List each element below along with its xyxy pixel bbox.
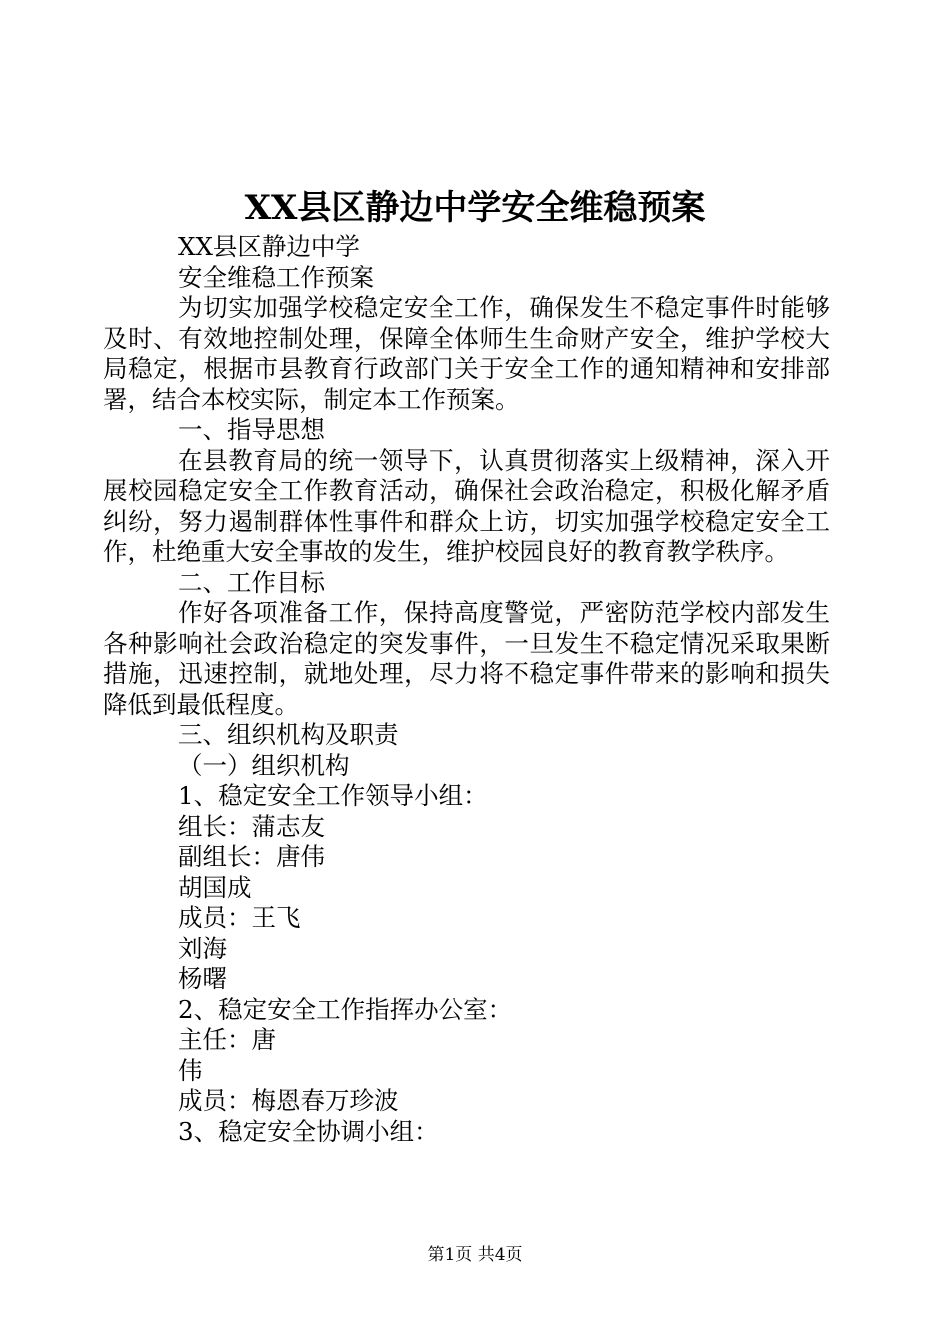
list-item: 杨曙: [178, 964, 227, 993]
work-goals-paragraph: 作好各项准备工作，保持高度警觉，严密防范学校内部发生各种影响社会政治稳定的突发事件，一旦发生不稳定情况采取果断措施，迅速控制，就地处理，尽力将不稳定事件带来的影响和损失降低到最低程度。: [103, 598, 830, 719]
list-item: 组长：蒲志友: [178, 811, 325, 841]
list-item: 成员：王飞: [178, 903, 301, 932]
list-item: 副组长：唐伟: [178, 842, 325, 871]
section-heading-work-goals: 二、工作目标: [178, 567, 325, 597]
document-body: [103, 232, 830, 1147]
subsection-heading-organization: （一）组织机构: [178, 750, 350, 780]
section-heading-organization: 三、组织机构及职责: [178, 720, 399, 749]
intro-paragraph: 为切实加强学校稳定安全工作，确保发生不稳定事件时能够及时、有效地控制处理，保障全体师生生命财产安全，维护学校大局稳定，根据市县教育行政部门关于安全工作的通知精神和安排部署，结合本校实际，制定本工作预案。: [103, 293, 830, 414]
list-item: 胡国成: [178, 872, 252, 902]
document-title: XX县区静边中学安全维稳预案: [244, 188, 706, 228]
list-item: 主任：唐: [178, 1025, 276, 1054]
list-item: 刘海: [178, 933, 227, 963]
page-footer: 第1页 共4页: [427, 1245, 523, 1265]
list-item: 2、稳定安全工作指挥办公室：: [178, 994, 513, 1024]
section-heading-guiding-ideology: 一、指导思想: [178, 415, 325, 444]
list-item: 3、稳定安全协调小组：: [178, 1116, 439, 1146]
list-item: 1、稳定安全工作领导小组：: [178, 781, 488, 810]
list-item: 伟: [178, 1055, 203, 1085]
school-name-line: XX县区静边中学: [178, 232, 360, 261]
list-item: 成员：梅恩春万珍波: [178, 1086, 399, 1115]
plan-subtitle-line: 安全维稳工作预案: [178, 262, 374, 292]
guiding-ideology-paragraph: 在县教育局的统一领导下，认真贯彻落实上级精神，深入开展校园稳定安全工作教育活动，确保社会政治稳定，积极化解矛盾纠纷，努力遏制群体性事件和群众上访，切实加强学校稳定安全工作，杜绝重大安全事故的发生，维护校园良好的教育教学秩序。: [103, 445, 830, 566]
